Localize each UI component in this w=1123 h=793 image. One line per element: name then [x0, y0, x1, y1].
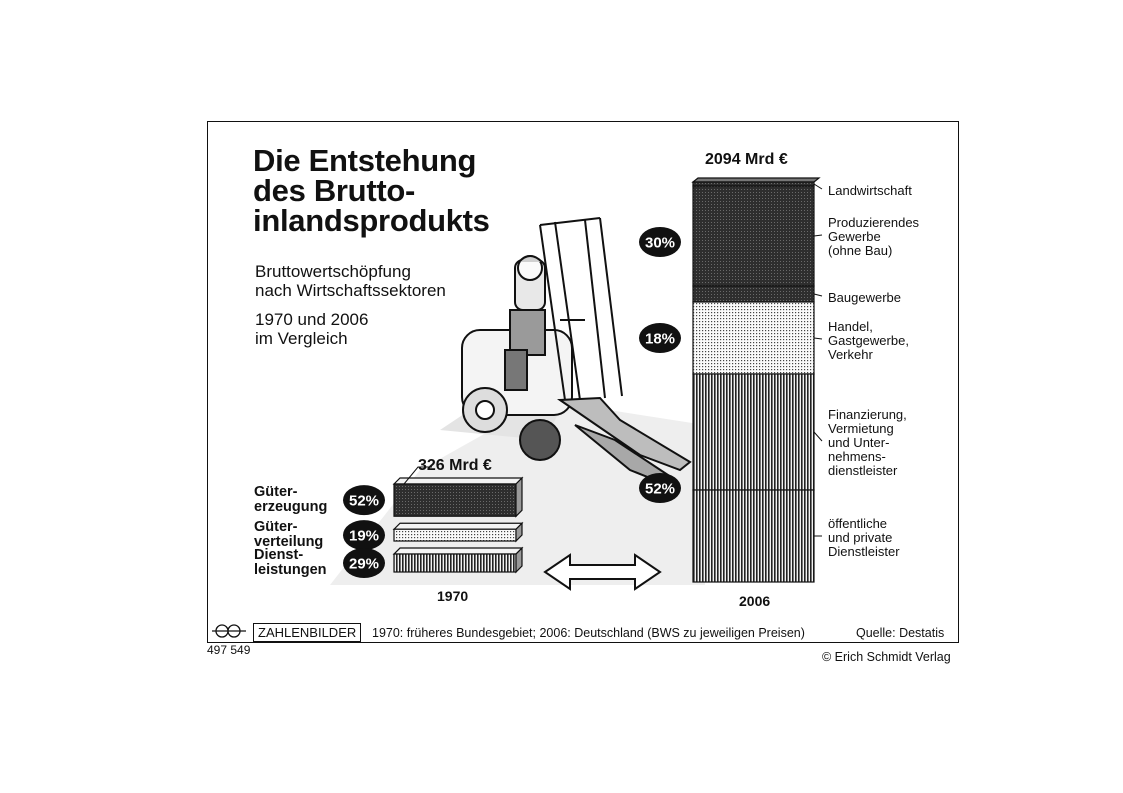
- badge-2006-1-text: 18%: [644, 330, 676, 348]
- badge-1970-2-text: 29%: [348, 555, 380, 573]
- sector-label-handel: Handel, Gastgewerbe, Verkehr: [828, 319, 909, 362]
- sector-label-produzierendes: Produzierendes Gewerbe (ohne Bau): [828, 215, 920, 258]
- year-label-1970: 1970: [437, 588, 469, 604]
- chart-title: Die Entstehung des Brutto- inlandsprodukts: [253, 143, 490, 238]
- sector-leader-lines: [814, 184, 822, 536]
- publisher-logo-icon: [212, 624, 246, 643]
- bar-2006-öffentliche: [693, 490, 814, 582]
- bar-2006-landwirtschaft: [693, 182, 814, 186]
- row-label-1970-1: Güter- verteilung: [254, 519, 324, 551]
- sector-label-finanzierung: Finanzierung, Vermietung und Unter- nehmens- dienstleister: [828, 407, 907, 478]
- total-label-1970: 326 Mrd €: [418, 457, 492, 474]
- sector-label-öffentliche: öffentliche und private Dienstleister: [828, 516, 900, 559]
- leader-finanzierung: [814, 432, 822, 441]
- bar-1970-0-side: [516, 478, 522, 516]
- bar-2006-finanzierung: [693, 374, 814, 490]
- bar-2006-top: [693, 178, 819, 182]
- sector-label-baugewerbe: Baugewerbe: [828, 290, 901, 305]
- bar-1970-1: [394, 529, 516, 541]
- publisher-brand: ZAHLENBILDER: [253, 623, 361, 642]
- leader-baugewerbe: [814, 294, 822, 296]
- badge-1970-2: [343, 548, 385, 578]
- footer-note: 1970: früheres Bundesgebiet; 2006: Deutschland (BWS zu jeweiligen Preisen): [372, 626, 805, 640]
- badge-2006-2-text: 52%: [644, 480, 676, 498]
- total-label-2006: 2094 Mrd €: [705, 151, 788, 168]
- badge-1970-0: [343, 485, 385, 515]
- bars-2006: [693, 178, 819, 582]
- bar-1970-1-top: [394, 523, 522, 529]
- leader-produzierendes: [814, 235, 822, 236]
- chart-subtitle: Bruttowertschöpfung nach Wirtschaftssektoren: [255, 262, 446, 300]
- bar-1970-0-top: [394, 478, 522, 484]
- sector-label-landwirtschaft: Landwirtschaft: [828, 183, 912, 198]
- badge-2006-0: [639, 227, 681, 257]
- copyright-note: © Erich Schmidt Verlag: [822, 650, 951, 664]
- bar-2006-baugewerbe: [693, 286, 814, 302]
- row-label-1970-2: Dienst- leistungen: [254, 547, 327, 578]
- bar-1970-2: [394, 554, 516, 572]
- leader-landwirtschaft: [814, 184, 822, 189]
- source-note: Quelle: Destatis: [856, 626, 945, 640]
- chart-code: 497 549: [207, 643, 251, 657]
- badge-1970-0-text: 52%: [348, 492, 380, 510]
- year-label-2006: 2006: [739, 593, 771, 609]
- row-label-1970-0: Güter- erzeugung: [254, 484, 328, 516]
- bar-2006-handel: [693, 302, 814, 374]
- badge-2006-1: [639, 323, 681, 353]
- chart-period: 1970 und 2006 im Vergleich: [255, 310, 369, 348]
- bar-1970-2-top: [394, 548, 522, 554]
- leader-handel: [814, 338, 822, 339]
- bar-2006-produzierendes: [693, 186, 814, 286]
- bar-1970-0: [394, 484, 516, 516]
- badge-1970-1-text: 19%: [348, 527, 380, 545]
- badge-2006-2: [639, 473, 681, 503]
- badge-1970-1: [343, 520, 385, 550]
- badge-2006-0-text: 30%: [644, 234, 676, 252]
